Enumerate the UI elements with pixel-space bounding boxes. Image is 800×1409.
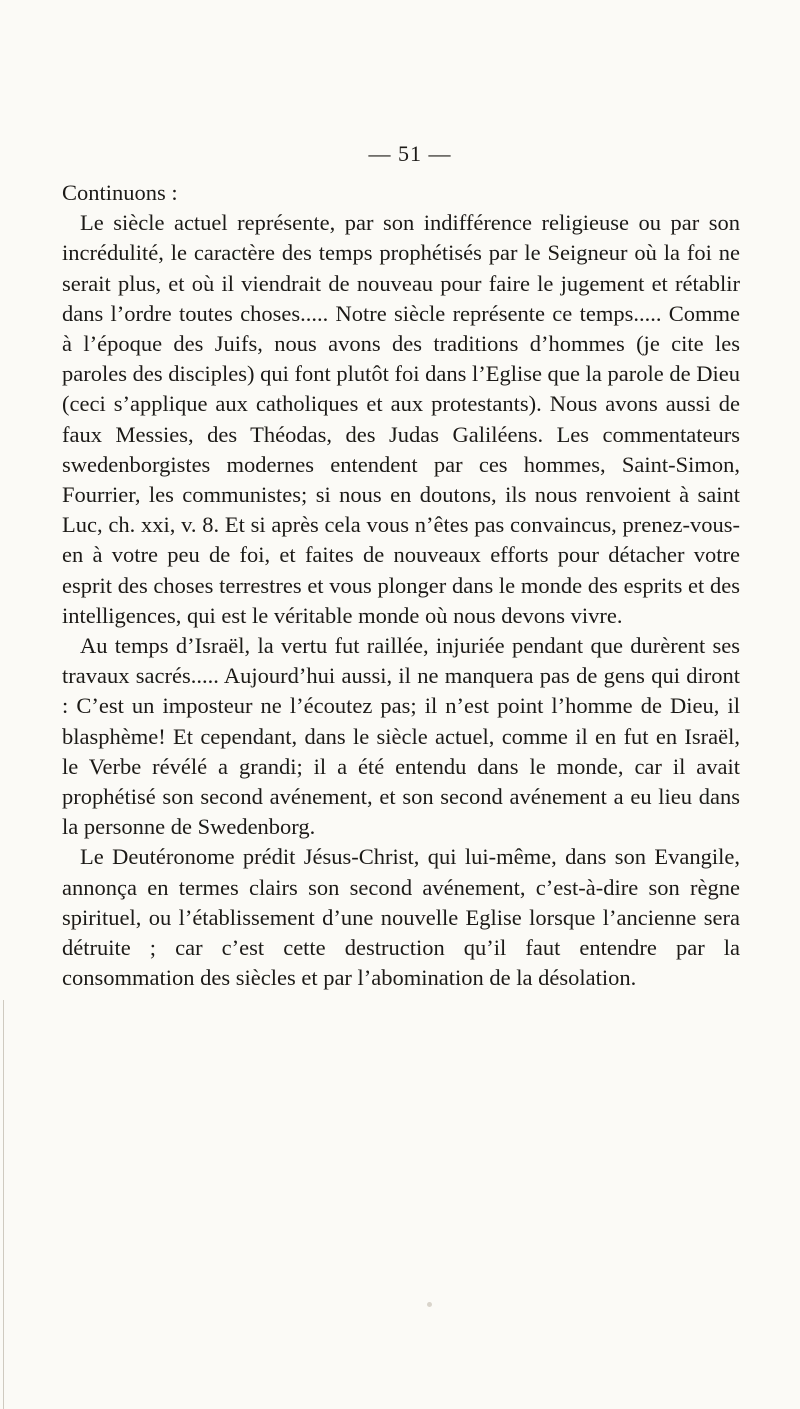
- paragraph-1: Le siècle actuel représente, par son indifférence religieuse ou par son incrédulité, le caractère des temps prophétisés par le Seigneur où la foi ne serait plus, et où il viendrait de nouveau pour faire le jugement et rétablir dans l’ordre toutes choses..... Notre siècle représente ce temps..... Comme à l’époque des Juifs, nous avons des traditions d’hommes (je cite les paroles des disciples) qui font plutôt foi dans l’Eglise que la parole de Dieu (ceci s’applique aux catholiques et aux protestants). Nous avons aussi de faux Messies, des Théodas, des Judas Galiléens. Les commentateurs swedenborgistes modernes entendent par ces hommes, Saint-Simon, Fourrier, les communistes; si nous en doutons, ils nous renvoient à saint Luc, ch. xxi, v. 8. Et si après cela vous n’êtes pas convaincus, prenez-vous-en à votre peu de foi, et faites de nouveaux efforts pour détacher votre esprit des choses terrestres et vous plonger dans le monde des esprits et des intelligences, qui est le véritable monde où nous devons vivre.: [62, 210, 740, 628]
- body-text: [62, 178, 740, 993]
- opening-line: Continuons :: [62, 180, 178, 205]
- page-edge-shadow: [3, 1000, 4, 1409]
- paragraph-3: Le Deutéronome prédit Jésus-Christ, qui lui-même, dans son Evangile, annonça en termes clairs son second avénement, c’est-à-dire son règne spirituel, ou l’établissement d’une nouvelle Eglise lorsque l’ancienne sera détruite ; car c’est cette destruction qu’il faut entendre par la consommation des siècles et par l’abomination de la désolation.: [62, 844, 740, 991]
- paper-speck: [427, 1302, 432, 1307]
- page-number: — 51 —: [368, 141, 452, 166]
- paragraph-2: Au temps d’Israël, la vertu fut raillée, injuriée pendant que durèrent ses travaux sacrés..... Aujourd’hui aussi, il ne manquera pas de gens qui diront : C’est un imposteur ne l’écoutez pas; il n’est point l’homme de Dieu, il blasphème! Et cependant, dans le siècle actuel, comme il en fut en Israël, le Verbe révélé a grandi; il a été entendu dans le monde, car il avait prophétisé son second avénement, et son second avénement a eu lieu dans la personne de Swedenborg.: [62, 633, 740, 840]
